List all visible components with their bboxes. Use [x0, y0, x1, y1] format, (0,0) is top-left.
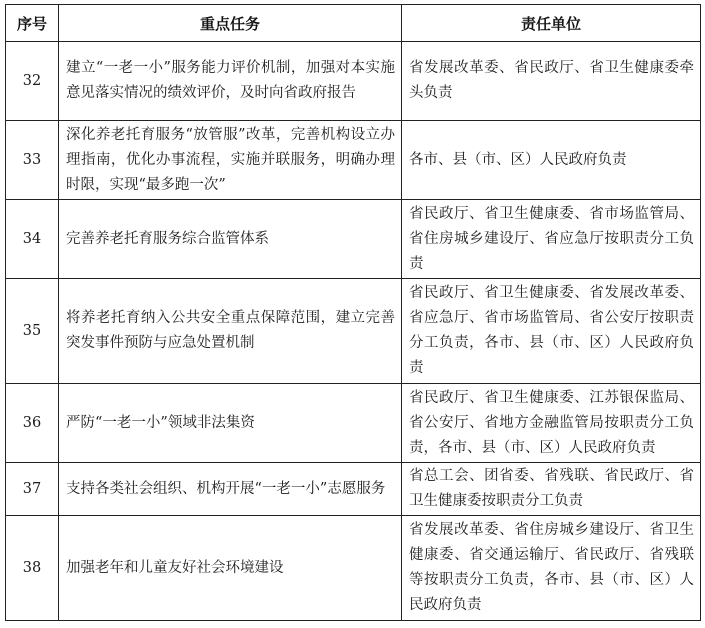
unit-cell: 省民政厅、省卫生健康委、省发展改革委、省应急厅、省市场监管局、省公安厅按职责分工负责，各市、县（市、区）人民政府负责 — [402, 279, 701, 384]
row-number: 34 — [6, 200, 59, 279]
task-cell: 支持各类社会组织、机构开展“一老一小”志愿服务 — [59, 463, 402, 516]
table-row — [6, 516, 701, 621]
task-responsibility-table — [5, 4, 701, 621]
row-number: 33 — [6, 121, 59, 200]
unit-cell: 省总工会、团省委、省残联、省民政厅、省卫生健康委按职责分工负责 — [402, 463, 701, 516]
header-responsible-unit: 责任单位 — [402, 5, 701, 42]
row-number: 36 — [6, 384, 59, 463]
table-row — [6, 463, 701, 516]
table-header-row — [6, 5, 701, 42]
unit-cell: 省发展改革委、省民政厅、省卫生健康委牵头负责 — [402, 42, 701, 121]
unit-cell: 省民政厅、省卫生健康委、省市场监管局、省住房城乡建设厅、省应急厅按职责分工负责 — [402, 200, 701, 279]
row-number: 32 — [6, 42, 59, 121]
unit-cell: 省民政厅、省卫生健康委、江苏银保监局、省公安厅、省地方金融监管局按职责分工负责，各市、县（市、区）人民政府负责 — [402, 384, 701, 463]
row-number: 38 — [6, 516, 59, 621]
table-row — [6, 121, 701, 200]
table-row — [6, 279, 701, 384]
unit-cell: 省发展改革委、省住房城乡建设厅、省卫生健康委、省交通运输厅、省民政厅、省残联等按职责分工负责，各市、县（市、区）人民政府负责 — [402, 516, 701, 621]
header-serial-number: 序号 — [6, 5, 59, 42]
task-cell: 将养老托育纳入公共安全重点保障范围，建立完善突发事件预防与应急处置机制 — [59, 279, 402, 384]
row-number: 37 — [6, 463, 59, 516]
table-row — [6, 384, 701, 463]
header-key-task: 重点任务 — [59, 5, 402, 42]
task-cell: 完善养老托育服务综合监管体系 — [59, 200, 402, 279]
task-cell: 加强老年和儿童友好社会环境建设 — [59, 516, 402, 621]
table-row — [6, 42, 701, 121]
task-cell: 建立“一老一小”服务能力评价机制，加强对本实施意见落实情况的绩效评价，及时向省政府报告 — [59, 42, 402, 121]
task-cell: 深化养老托育服务“放管服”改革，完善机构设立办理指南，优化办事流程，实施并联服务，明确办理时限，实现“最多跑一次” — [59, 121, 402, 200]
task-cell: 严防“一老一小”领域非法集资 — [59, 384, 402, 463]
table-row — [6, 200, 701, 279]
row-number: 35 — [6, 279, 59, 384]
unit-cell: 各市、县（市、区）人民政府负责 — [402, 121, 701, 200]
